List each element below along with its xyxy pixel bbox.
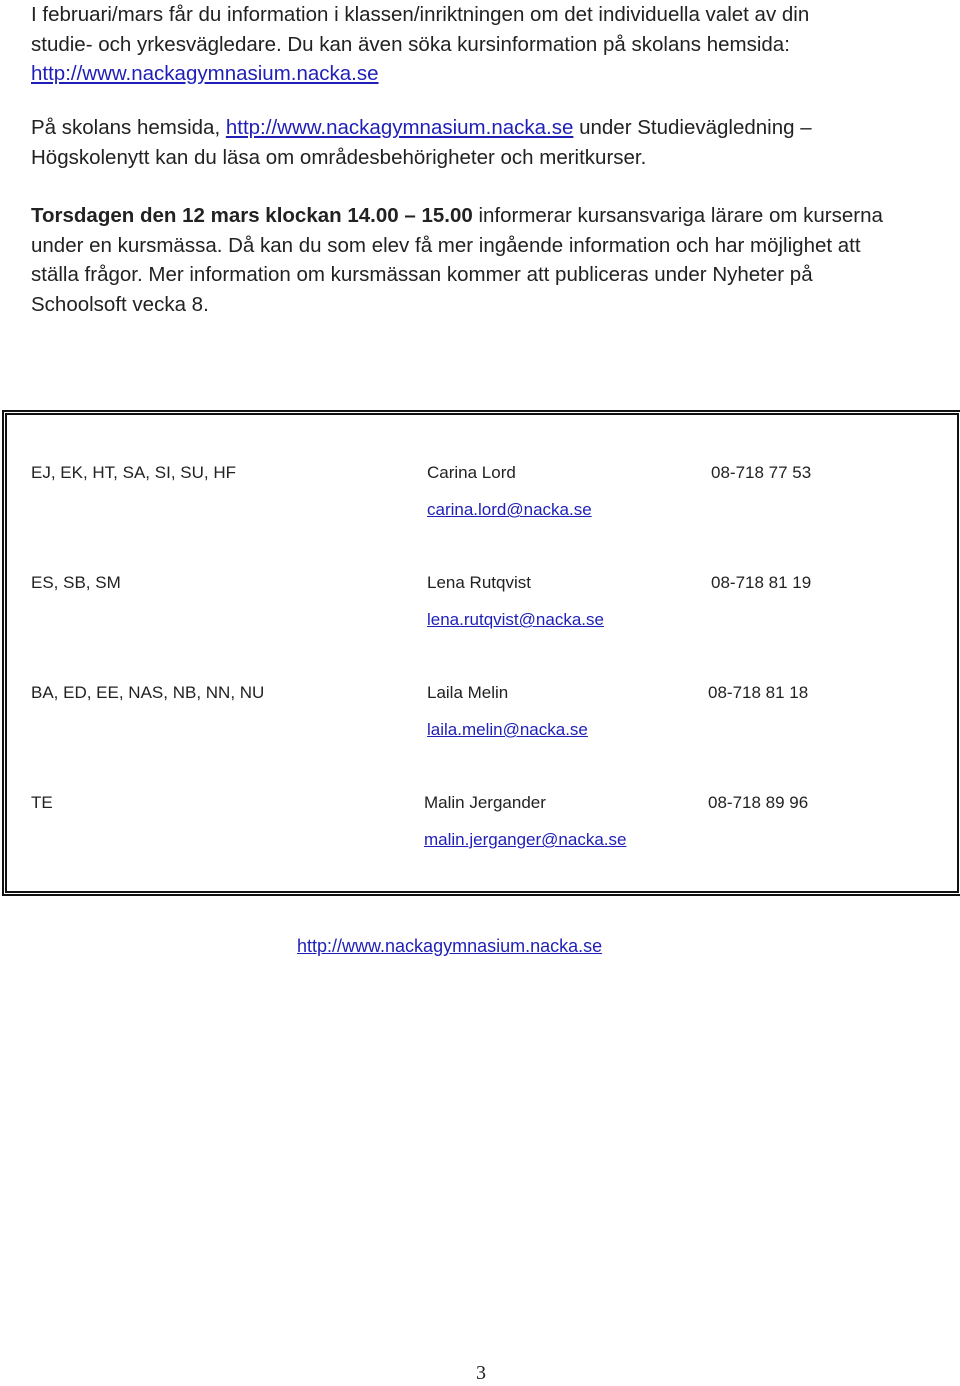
intro-paragraph bbox=[31, 0, 946, 89]
intro-website-link[interactable]: http://www.nackagymnasium.nacka.se bbox=[31, 62, 379, 85]
hemsida-website-link[interactable]: http://www.nackagymnasium.nacka.se bbox=[225, 116, 574, 139]
contact-programs: TE bbox=[31, 793, 53, 812]
contact-phone: 08-718 77 53 bbox=[711, 463, 812, 482]
kursmassa-line-3: ställa frågor. Mer information om kursmässan kommer att publiceras under Nyheter på bbox=[31, 263, 813, 286]
contact-programs: EJ, EK, HT, SA, SI, SU, HF bbox=[31, 463, 236, 482]
intro-line-2: studie- och yrkesvägledare. Du kan även söka kursinformation på skolans hemsida: bbox=[31, 32, 790, 56]
hemsida-paragraph bbox=[31, 113, 946, 172]
contact-phone: 08-718 89 96 bbox=[708, 793, 809, 812]
intro-line-1: I februari/mars får du information i klassen/inriktningen om det individuella valet av din bbox=[31, 3, 810, 26]
contact-email-link[interactable]: laila.melin@nacka.se bbox=[427, 720, 588, 739]
contact-name: Carina Lord bbox=[427, 463, 516, 482]
kursmassa-line-2: under en kursmässa. Då kan du som elev få mer ingående information och har möjlighet att bbox=[31, 233, 861, 257]
contact-phone: 08-718 81 19 bbox=[711, 573, 812, 592]
contact-name: Malin Jergander bbox=[424, 793, 546, 812]
contact-email-link[interactable]: malin.jerganger@nacka.se bbox=[424, 830, 627, 849]
hemsida-line-2: Högskolenytt kan du läsa om områdesbehörigheter och meritkurser. bbox=[31, 145, 647, 169]
hemsida-suffix: under Studievägledning – bbox=[573, 116, 812, 139]
contact-name: Laila Melin bbox=[427, 683, 509, 702]
footer-website-link[interactable]: http://www.nackagymnasium.nacka.se bbox=[297, 936, 603, 956]
kursmassa-line-1-rest: informerar kursansvariga lärare om kurserna bbox=[472, 204, 883, 227]
kursmassa-line-4: Schoolsoft vecka 8. bbox=[31, 292, 209, 316]
kursmassa-paragraph bbox=[31, 201, 946, 319]
kursmassa-date: Torsdagen den 12 mars klockan 14.00 – 15.00 bbox=[31, 204, 473, 227]
contact-email-link[interactable]: lena.rutqvist@nacka.se bbox=[427, 610, 604, 629]
contact-email-link[interactable]: carina.lord@nacka.se bbox=[427, 500, 592, 519]
hemsida-prefix: På skolans hemsida, bbox=[31, 116, 226, 139]
contact-phone: 08-718 81 18 bbox=[708, 683, 809, 702]
contact-programs: BA, ED, EE, NAS, NB, NN, NU bbox=[31, 683, 265, 702]
page-number: 3 bbox=[476, 1362, 486, 1384]
contact-table bbox=[2, 410, 960, 896]
contact-programs: ES, SB, SM bbox=[31, 573, 121, 592]
contact-name: Lena Rutqvist bbox=[427, 573, 531, 592]
